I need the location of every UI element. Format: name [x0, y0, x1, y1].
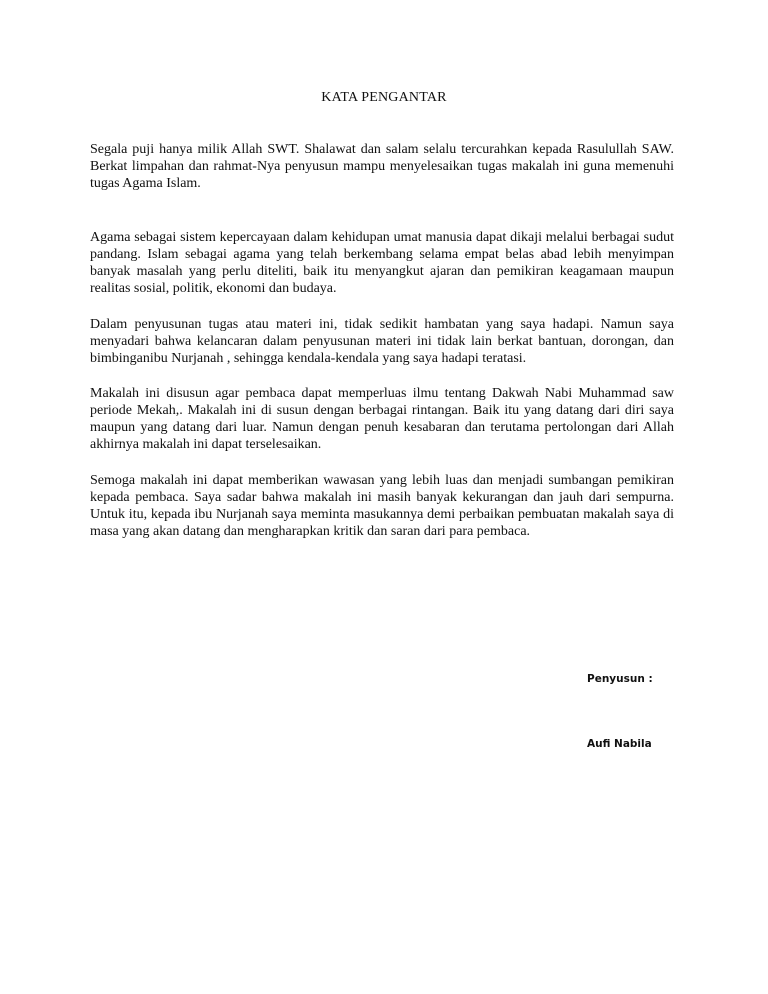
- page-title: KATA PENGANTAR: [321, 90, 447, 105]
- paragraph-obstacles: Dalam penyusunan tugas atau materi ini, tidak sedikit hambatan yang saya hadapi. Namun saya menyadari bahwa kelancaran dalam penyusunan materi ini tidak lain berkat bantuan, dorongan, dan bimbinganibu Nurjanah , sehingga kendala-kendala yang saya hadapi teratasi.: [90, 317, 674, 366]
- paragraph-closing: Semoga makalah ini dapat memberikan wawasan yang lebih luas dan menjadi sumbangan pemikiran kepada pembaca. Saya sadar bahwa makalah ini masih banyak kekurangan dan jauh dari sempurna. Untuk itu, kepada ibu Nurjanah saya meminta masukannya demi perbaikan pembuatan makalah saya di masa yang akan datang dan mengharapkan kritik dan saran dari para pembaca.: [90, 473, 674, 539]
- signature-label: Penyusun :: [587, 673, 653, 685]
- paragraph-purpose: Makalah ini disusun agar pembaca dapat memperluas ilmu tentang Dakwah Nabi Muhammad saw periode Mekah,. Makalah ini di susun dengan berbagai rintangan. Baik itu yang datang dari diri saya maupun yang datang dari luar. Namun dengan penuh kesabaran dan terutama pertolongan dari Allah akhirnya makalah ini dapat terselesaikan.: [90, 386, 674, 452]
- paragraph-opening: Segala puji hanya milik Allah SWT. Shalawat dan salam selalu tercurahkan kepada Rasulullah SAW. Berkat limpahan dan rahmat-Nya penyusun mampu menyelesaikan tugas makalah ini guna memenuhi tugas Agama Islam.: [90, 142, 674, 191]
- author-name: Aufi Nabila: [587, 738, 652, 750]
- paragraph-religion: Agama sebagai sistem kepercayaan dalam kehidupan umat manusia dapat dikaji melalui berbagai sudut pandang. Islam sebagai agama yang telah berkembang selama empat belas abad lebih menyimpan banyak masalah yang perlu diteliti, baik itu menyangkut ajaran dan pemikiran keagamaan maupun realitas sosial, politik, ekonomi dan budaya.: [90, 230, 674, 296]
